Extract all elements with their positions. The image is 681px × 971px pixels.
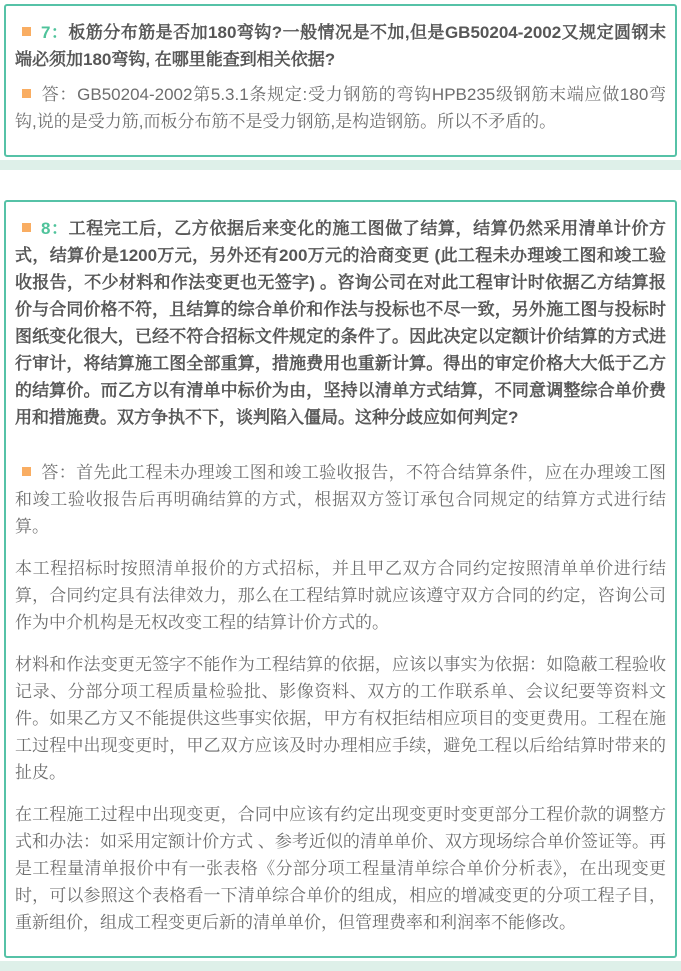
answer-label: 答： <box>41 463 77 482</box>
qa-card-7 <box>4 4 677 157</box>
question-number: 8： <box>41 219 69 238</box>
answer-label: 答： <box>41 85 78 104</box>
answer-paragraph <box>15 801 666 936</box>
answer-text: 首先此工程未办理竣工图和竣工验收报告，不符合结算条件，应在办理竣工图和竣工验收报告后再明确结算的方式，根据双方签订承包合同规定的结算方式进行结算。 <box>15 463 667 536</box>
question-text: 工程完工后，乙方依据后来变化的施工图做了结算，结算仍然采用清单计价方式，结算价是1200万元，另外还有200万元的洽商变更 (此工程未办理竣工图和竣工验收报告，不少材料和作法变更也无签字) 。咨询公司在对此工程审计时依据乙方结算报价与合同价格不符，且结算的综合单价和作法与投标也不尽一致，另外施工图与投标时图纸变化很大，已经不符合招标文件规定的条件了。因此决定以定额计价结算的方式进行审计，将结算施工图全部重算，措施费用也重新计算。得出的审定价格大大低于乙方的结算价。而乙方以有清单中标价为由，坚持以清单方式结算，不同意调整综合单价费用和措施费。双方争执不下，谈判陷入僵局。这种分歧应如何判定? <box>15 219 666 427</box>
answer-text: 材料和作法变更无签字不能作为工程结算的依据，应该以事实为依据：如隐蔽工程验收记录、分部分项工程质量检验批、影像资料、双方的工作联系单、会议纪要等资料文件。如果乙方又不能提供这些事实依据，甲方有权拒结相应项目的变更费用。工程在施工过程中出现变更时，甲乙双方应该及时办理相应手续，避免工程以后给结算时带来的扯皮。 <box>15 655 666 782</box>
bullet-square-icon <box>22 27 31 36</box>
bullet-square-icon <box>22 223 31 232</box>
qa-card-8 <box>4 200 677 958</box>
bullet-square-icon <box>22 467 31 476</box>
answer-paragraph <box>15 555 666 636</box>
answer-text: 在工程施工过程中出现变更，合同中应该有约定出现变更时变更部分工程价款的调整方式和办法：如采用定额计价方式 、参考近似的清单单价、双方现场综合单价签证等。再是工程量清单报价中有一张表格《分部分项工程量清单综合单价分析表》，在出现变更时，可以参照这个表格看一下清单综合单价的组成，相应的增减变更的分项工程子目，重新组价，组成工程变更后新的清单单价，但管理费率和利润率不能修改。 <box>15 805 666 932</box>
question-paragraph <box>15 19 666 73</box>
answer-paragraph <box>15 81 666 135</box>
question-text: 板筋分布筋是否加180弯钩?一般情况是不加,但是GB50204-2002又规定圆钢末端必须加180弯钩, 在哪里能查到相关依据? <box>15 23 666 69</box>
bullet-square-icon <box>22 89 31 98</box>
answer-paragraph <box>15 459 666 540</box>
question-paragraph <box>15 215 666 431</box>
answer-text: GB50204-2002第5.3.1条规定:受力钢筋的弯钩HPB235级钢筋末端应做180弯钩,说的是受力筋,而板分布筋不是受力钢筋,是构造钢筋。所以不矛盾的。 <box>15 85 667 131</box>
question-number: 7： <box>41 23 69 42</box>
card-shadow-strip <box>0 160 681 170</box>
answer-paragraph <box>15 651 666 786</box>
card-shadow-strip <box>0 961 681 971</box>
answer-text: 本工程招标时按照清单报价的方式招标，并且甲乙双方合同约定按照清单单价进行结算，合同约定具有法律效力，那么在工程结算时就应该遵守双方合同的约定，咨询公司作为中介机构是无权改变工程的结算计价方式的。 <box>15 559 666 632</box>
card-gap <box>0 170 681 200</box>
